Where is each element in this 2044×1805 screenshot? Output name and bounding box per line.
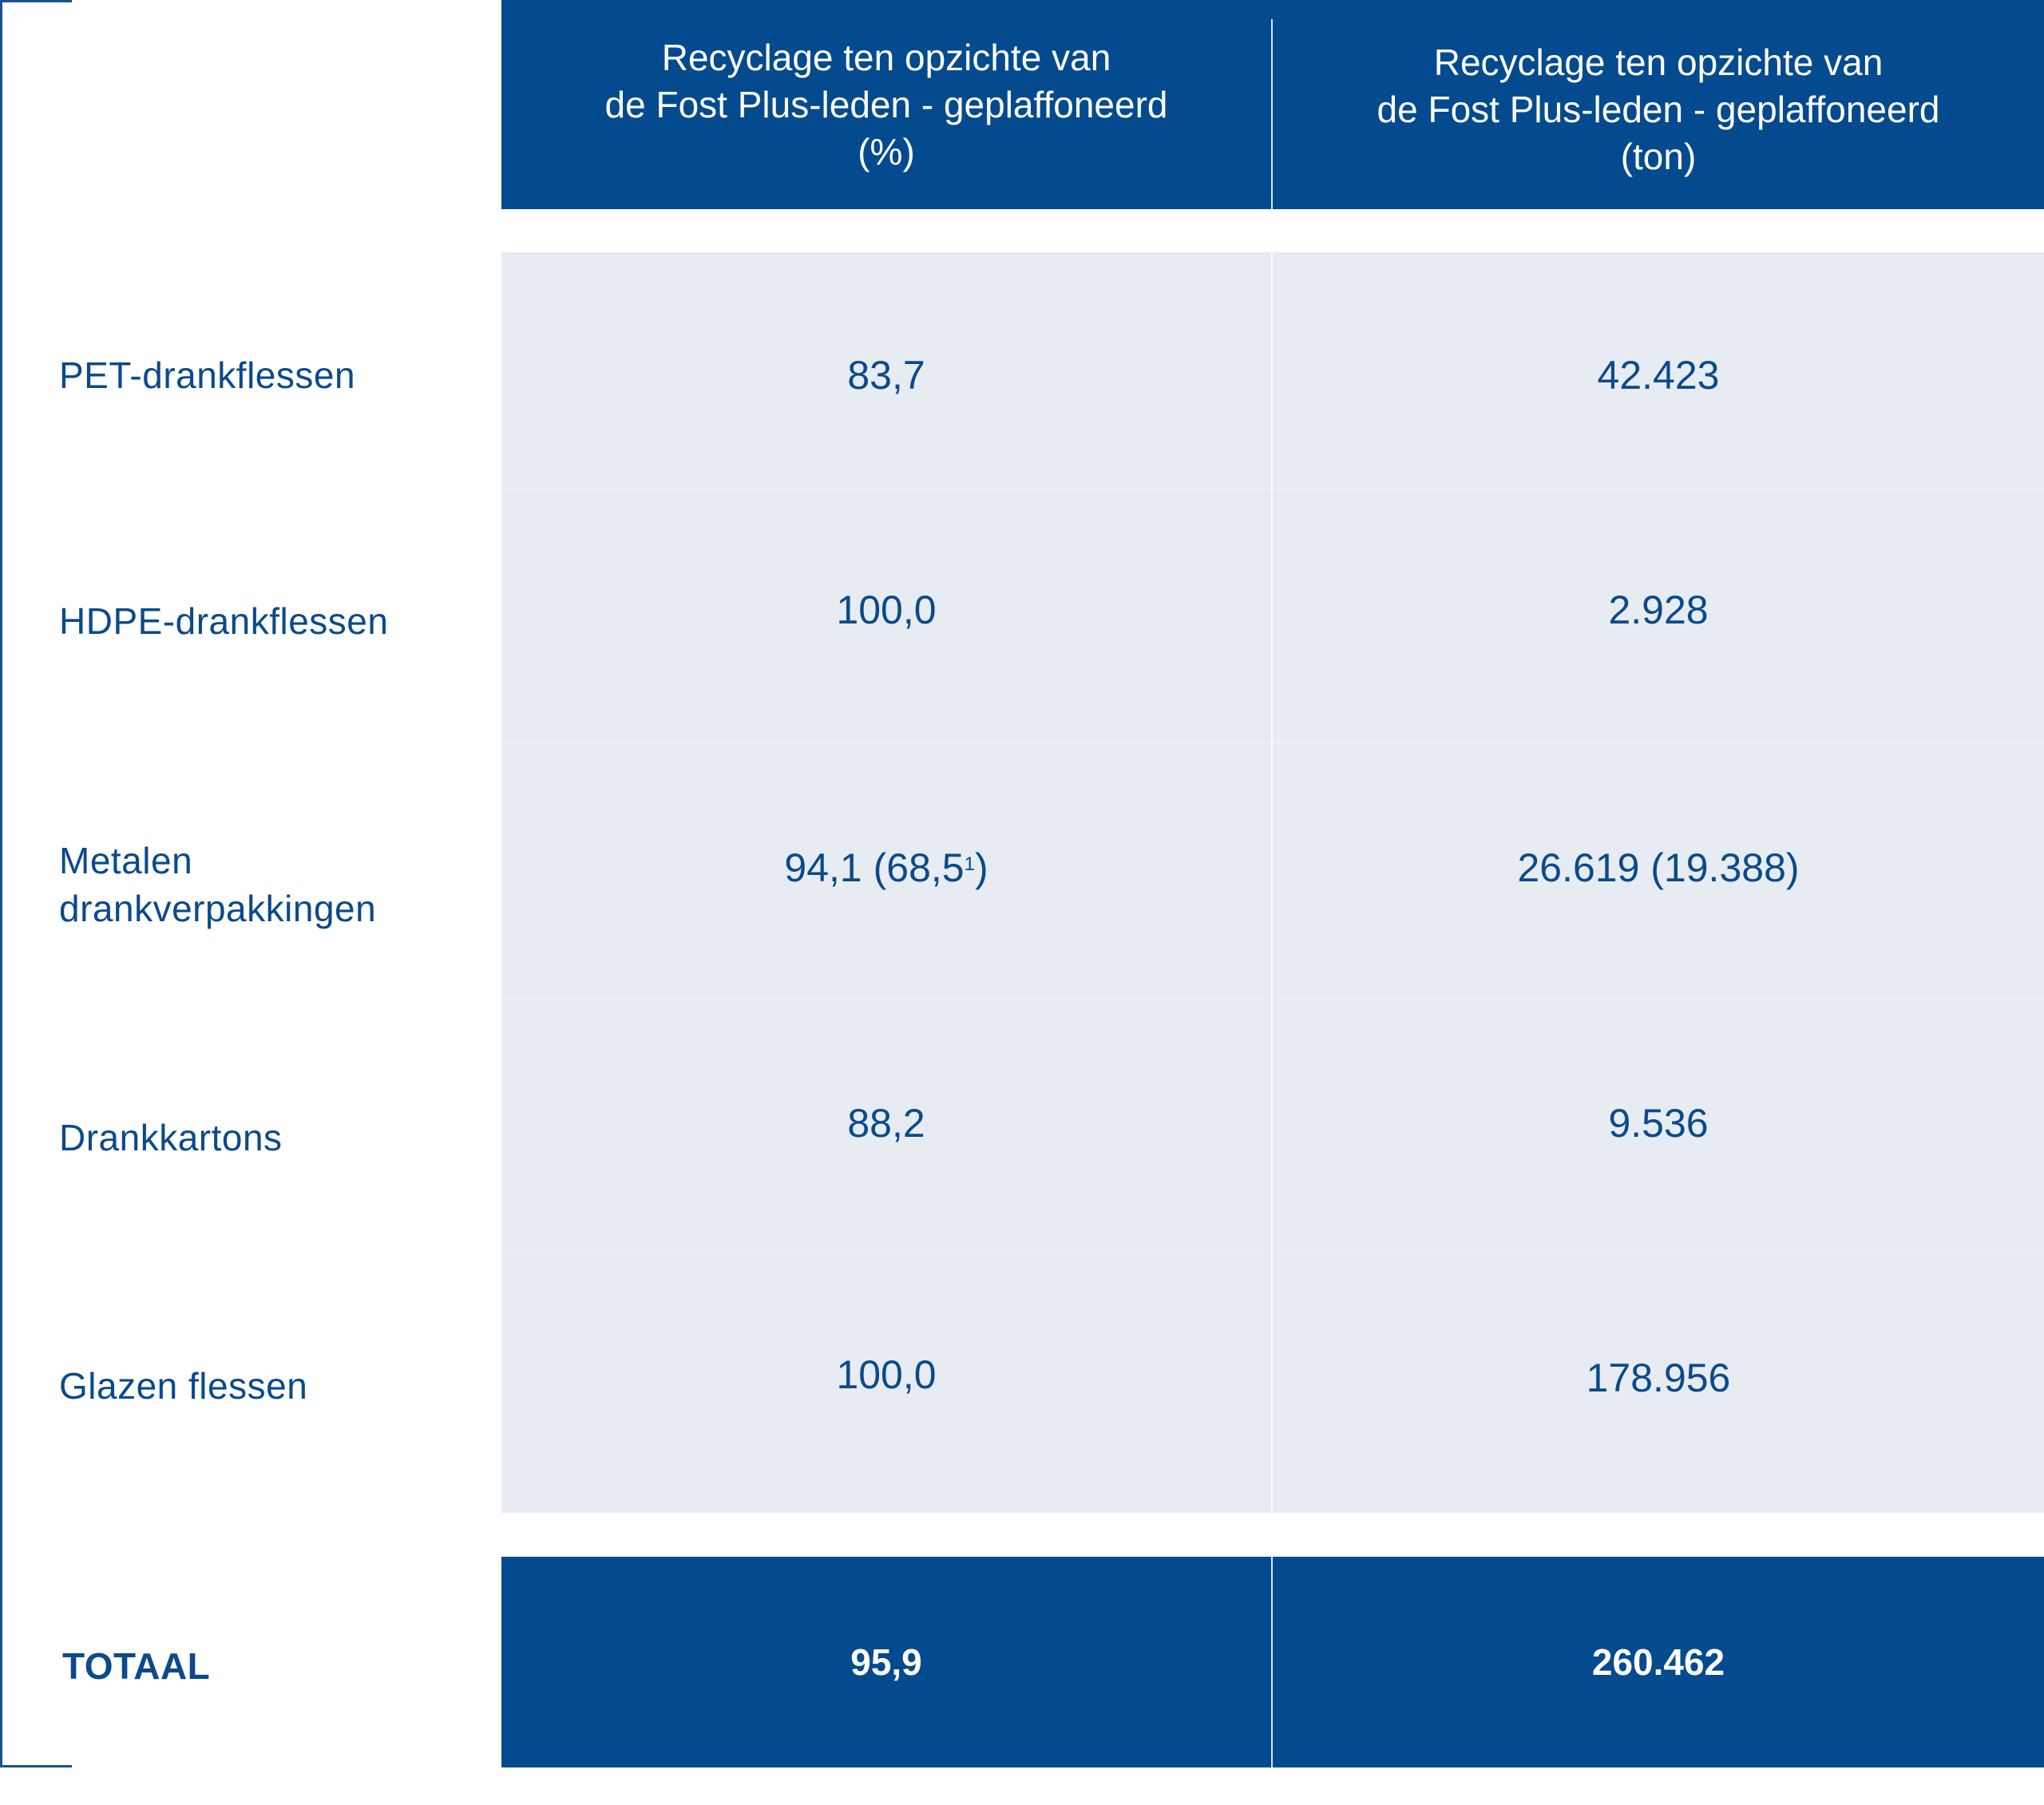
total-label: TOTAAL — [62, 1645, 211, 1687]
row-label-pet: PET-drankflessen — [59, 354, 356, 396]
row-label-glass: Glazen flessen — [59, 1365, 308, 1407]
cell-pet-percent: 83,7 — [847, 353, 925, 398]
cell-metal-percent — [501, 842, 1271, 893]
row-divider — [501, 1253, 2044, 1254]
cell-metal-ton: 26.619 (19.388) — [1517, 845, 1800, 890]
cell-cartons-ton: 9.536 — [1608, 1101, 1709, 1146]
cell-pet-ton: 42.423 — [1597, 353, 1720, 398]
header-divider — [1271, 19, 1273, 209]
cell-cartons-percent: 88,2 — [847, 1101, 925, 1146]
total-percent: 95,9 — [850, 1641, 922, 1683]
footnote-marker: 1 — [964, 853, 975, 875]
cell-glass-ton: 178.956 — [1586, 1356, 1731, 1400]
header-percent-text: Recyclage ten opzichte van de Fost Plus-leden - geplaffoneerd (%) — [604, 36, 1168, 172]
cell-metal-percent-suffix: ) — [974, 845, 988, 890]
cell-glass-percent: 100,0 — [836, 1352, 937, 1397]
cell-hdpe-percent: 100,0 — [836, 588, 937, 632]
row-divider — [501, 998, 2044, 999]
cell-metal-percent-value: 94,1 (68,5 — [784, 845, 965, 890]
row-label-metal: Metalen drankverpakkingen — [59, 840, 377, 929]
header-ton — [1273, 5, 2044, 214]
header-ton-text: Recyclage ten opzichte van de Fost Plus-leden - geplaffoneerd (ton) — [1377, 41, 1940, 177]
row-label-hdpe: HDPE-drankflessen — [59, 600, 389, 642]
header-percent — [501, 0, 1271, 209]
cell-hdpe-ton: 2.928 — [1608, 588, 1709, 632]
row-label-cartons: Drankkartons — [59, 1117, 283, 1158]
row-divider — [501, 742, 2044, 743]
total-ton: 260.462 — [1591, 1641, 1725, 1683]
